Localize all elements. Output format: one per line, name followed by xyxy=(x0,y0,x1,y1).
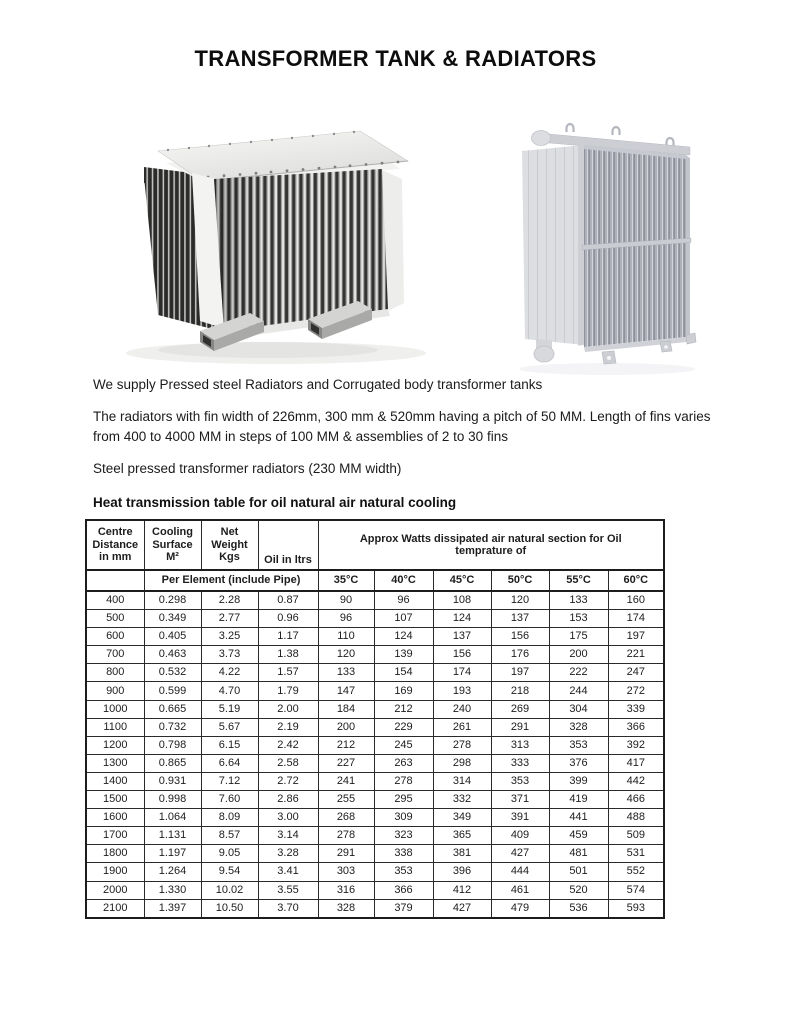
table-cell: 313 xyxy=(491,736,549,754)
table-body xyxy=(86,591,664,918)
table-cell: 1.79 xyxy=(258,682,318,700)
table-cell: 7.60 xyxy=(201,791,258,809)
table-cell: 427 xyxy=(433,899,491,918)
table-cell: 263 xyxy=(374,754,433,772)
table-row xyxy=(86,646,664,664)
table-cell: 3.41 xyxy=(258,863,318,881)
table-cell: 1.197 xyxy=(144,845,201,863)
table-cell: 5.19 xyxy=(201,700,258,718)
temp-col-60: 60°C xyxy=(608,570,664,591)
table-cell: 2.19 xyxy=(258,718,318,736)
table-cell: 1900 xyxy=(86,863,144,881)
temp-col-40: 40°C xyxy=(374,570,433,591)
table-cell: 461 xyxy=(491,881,549,899)
table-cell: 9.54 xyxy=(201,863,258,881)
table-cell: 176 xyxy=(491,646,549,664)
table-cell: 3.14 xyxy=(258,827,318,845)
table-cell: 2.72 xyxy=(258,772,318,790)
table-row xyxy=(86,628,664,646)
table-cell: 269 xyxy=(491,700,549,718)
table-cell: 1300 xyxy=(86,754,144,772)
table-cell: 278 xyxy=(374,772,433,790)
table-cell: 500 xyxy=(86,610,144,628)
table-cell: 700 xyxy=(86,646,144,664)
table-cell: 333 xyxy=(491,754,549,772)
table-cell: 7.12 xyxy=(201,772,258,790)
table-cell: 227 xyxy=(318,754,374,772)
table-cell: 1700 xyxy=(86,827,144,845)
table-cell: 593 xyxy=(608,899,664,918)
paragraph-supply: We supply Pressed steel Radiators and Corrugated body transformer tanks xyxy=(93,377,543,392)
table-row xyxy=(86,591,664,610)
table-cell: 1.17 xyxy=(258,628,318,646)
table-cell: 278 xyxy=(433,736,491,754)
table-cell: 147 xyxy=(318,682,374,700)
table-cell: 1.38 xyxy=(258,646,318,664)
table-cell: 2000 xyxy=(86,881,144,899)
table-cell: 1400 xyxy=(86,772,144,790)
table-cell: 197 xyxy=(608,628,664,646)
table-subheader-row xyxy=(86,570,664,591)
table-cell: 417 xyxy=(608,754,664,772)
table-cell: 174 xyxy=(608,610,664,628)
table-cell: 96 xyxy=(318,610,374,628)
table-cell: 466 xyxy=(608,791,664,809)
body-text xyxy=(93,375,713,511)
table-cell: 108 xyxy=(433,591,491,610)
table-cell: 0.931 xyxy=(144,772,201,790)
table-cell: 0.732 xyxy=(144,718,201,736)
table-cell: 10.02 xyxy=(201,881,258,899)
table-cell: 441 xyxy=(549,809,608,827)
table-cell: 10.50 xyxy=(201,899,258,918)
radiator-image xyxy=(492,111,707,383)
table-cell: 0.865 xyxy=(144,754,201,772)
table-cell: 133 xyxy=(318,664,374,682)
table-cell: 442 xyxy=(608,772,664,790)
table-cell: 419 xyxy=(549,791,608,809)
table-cell: 137 xyxy=(491,610,549,628)
table-row xyxy=(86,881,664,899)
table-cell: 8.09 xyxy=(201,809,258,827)
table-cell: 291 xyxy=(318,845,374,863)
table-row xyxy=(86,664,664,682)
table-cell: 366 xyxy=(608,718,664,736)
table-cell: 120 xyxy=(318,646,374,664)
table-row xyxy=(86,754,664,772)
table-cell: 412 xyxy=(433,881,491,899)
table-cell: 295 xyxy=(374,791,433,809)
temp-col-35: 35°C xyxy=(318,570,374,591)
table-cell: 0.998 xyxy=(144,791,201,809)
table-cell: 8.57 xyxy=(201,827,258,845)
table-cell: 399 xyxy=(549,772,608,790)
table-cell: 328 xyxy=(318,899,374,918)
table-cell: 900 xyxy=(86,682,144,700)
table-cell: 2.00 xyxy=(258,700,318,718)
table-cell: 1500 xyxy=(86,791,144,809)
table-cell: 96 xyxy=(374,591,433,610)
table-cell: 3.00 xyxy=(258,809,318,827)
table-cell: 3.73 xyxy=(201,646,258,664)
table-cell: 291 xyxy=(491,718,549,736)
table-cell: 218 xyxy=(491,682,549,700)
table-cell: 531 xyxy=(608,845,664,863)
table-cell: 120 xyxy=(491,591,549,610)
table-cell: 110 xyxy=(318,628,374,646)
table-heading: Heat transmission table for oil natural air natural cooling xyxy=(93,495,457,510)
col-watts-dissipated: Approx Watts dissipated air natural section for Oil temprature of xyxy=(318,520,664,570)
table-cell: 245 xyxy=(374,736,433,754)
table-cell: 272 xyxy=(608,682,664,700)
table-cell: 154 xyxy=(374,664,433,682)
table-cell: 328 xyxy=(549,718,608,736)
table-cell: 229 xyxy=(374,718,433,736)
table-row xyxy=(86,827,664,845)
table-cell: 1600 xyxy=(86,809,144,827)
table-cell: 240 xyxy=(433,700,491,718)
table-row xyxy=(86,610,664,628)
table-cell: 133 xyxy=(549,591,608,610)
paragraph-radiator-width: Steel pressed transformer radiators (230 MM width) xyxy=(93,461,402,476)
table-cell: 353 xyxy=(374,863,433,881)
table-cell: 6.64 xyxy=(201,754,258,772)
table-cell: 3.55 xyxy=(258,881,318,899)
table-row xyxy=(86,772,664,790)
table-cell: 314 xyxy=(433,772,491,790)
table-cell: 323 xyxy=(374,827,433,845)
table-cell: 156 xyxy=(433,646,491,664)
table-cell: 1.264 xyxy=(144,863,201,881)
table-cell: 349 xyxy=(433,809,491,827)
table-row xyxy=(86,791,664,809)
table-cell: 175 xyxy=(549,628,608,646)
table-cell: 174 xyxy=(433,664,491,682)
table-cell: 169 xyxy=(374,682,433,700)
table-cell: 488 xyxy=(608,809,664,827)
table-cell: 298 xyxy=(433,754,491,772)
table-cell: 309 xyxy=(374,809,433,827)
table-cell: 427 xyxy=(491,845,549,863)
table-cell: 444 xyxy=(491,863,549,881)
table-cell: 536 xyxy=(549,899,608,918)
table-cell: 3.25 xyxy=(201,628,258,646)
table-cell: 244 xyxy=(549,682,608,700)
table-cell: 4.22 xyxy=(201,664,258,682)
table-cell: 0.87 xyxy=(258,591,318,610)
table-cell: 0.96 xyxy=(258,610,318,628)
table-row xyxy=(86,863,664,881)
table-cell: 6.15 xyxy=(201,736,258,754)
table-cell: 2.77 xyxy=(201,610,258,628)
table-cell: 365 xyxy=(433,827,491,845)
table-cell: 379 xyxy=(374,899,433,918)
table-cell: 0.298 xyxy=(144,591,201,610)
table-cell: 353 xyxy=(491,772,549,790)
table-cell: 212 xyxy=(374,700,433,718)
empty-cell xyxy=(86,570,144,591)
table-cell: 1.57 xyxy=(258,664,318,682)
table-cell: 268 xyxy=(318,809,374,827)
table-cell: 800 xyxy=(86,664,144,682)
table-cell: 376 xyxy=(549,754,608,772)
table-header-row xyxy=(86,520,664,570)
table-cell: 396 xyxy=(433,863,491,881)
table-cell: 193 xyxy=(433,682,491,700)
table-cell: 255 xyxy=(318,791,374,809)
table-cell: 212 xyxy=(318,736,374,754)
table-cell: 1800 xyxy=(86,845,144,863)
table-cell: 0.798 xyxy=(144,736,201,754)
table-cell: 261 xyxy=(433,718,491,736)
table-cell: 200 xyxy=(318,718,374,736)
table-row xyxy=(86,809,664,827)
table-cell: 2.42 xyxy=(258,736,318,754)
table-cell: 2.28 xyxy=(201,591,258,610)
product-images-row xyxy=(0,117,791,375)
table-cell: 3.70 xyxy=(258,899,318,918)
table-cell: 316 xyxy=(318,881,374,899)
table-cell: 9.05 xyxy=(201,845,258,863)
table-cell: 1.397 xyxy=(144,899,201,918)
table-cell: 1.064 xyxy=(144,809,201,827)
transformer-tank-image xyxy=(108,117,428,369)
table-cell: 1100 xyxy=(86,718,144,736)
heat-table-wrap xyxy=(85,519,791,919)
table-cell: 222 xyxy=(549,664,608,682)
table-cell: 400 xyxy=(86,591,144,610)
table-row xyxy=(86,899,664,918)
per-element-cell: Per Element (include Pipe) xyxy=(144,570,318,591)
table-cell: 1.131 xyxy=(144,827,201,845)
table-cell: 339 xyxy=(608,700,664,718)
table-cell: 459 xyxy=(549,827,608,845)
table-cell: 90 xyxy=(318,591,374,610)
table-cell: 156 xyxy=(491,628,549,646)
table-cell: 247 xyxy=(608,664,664,682)
table-cell: 0.405 xyxy=(144,628,201,646)
table-cell: 332 xyxy=(433,791,491,809)
page-title: TRANSFORMER TANK & RADIATORS xyxy=(194,46,597,71)
table-cell: 392 xyxy=(608,736,664,754)
table-row xyxy=(86,682,664,700)
table-cell: 5.67 xyxy=(201,718,258,736)
table-cell: 371 xyxy=(491,791,549,809)
table-row xyxy=(86,845,664,863)
table-cell: 1200 xyxy=(86,736,144,754)
table-cell: 391 xyxy=(491,809,549,827)
table-cell: 501 xyxy=(549,863,608,881)
table-cell: 221 xyxy=(608,646,664,664)
table-cell: 2100 xyxy=(86,899,144,918)
table-cell: 107 xyxy=(374,610,433,628)
table-cell: 0.599 xyxy=(144,682,201,700)
table-cell: 479 xyxy=(491,899,549,918)
table-cell: 2.58 xyxy=(258,754,318,772)
col-oil-in-ltrs: Oil in ltrs xyxy=(258,520,318,570)
table-cell: 338 xyxy=(374,845,433,863)
table-cell: 184 xyxy=(318,700,374,718)
table-cell: 0.463 xyxy=(144,646,201,664)
table-cell: 481 xyxy=(549,845,608,863)
table-cell: 1000 xyxy=(86,700,144,718)
table-cell: 124 xyxy=(374,628,433,646)
table-cell: 241 xyxy=(318,772,374,790)
table-cell: 200 xyxy=(549,646,608,664)
table-cell: 137 xyxy=(433,628,491,646)
temp-col-50: 50°C xyxy=(491,570,549,591)
table-cell: 409 xyxy=(491,827,549,845)
table-cell: 304 xyxy=(549,700,608,718)
table-cell: 0.349 xyxy=(144,610,201,628)
table-cell: 353 xyxy=(549,736,608,754)
col-net-weight: Net Weight Kgs xyxy=(201,520,258,570)
heat-transmission-table xyxy=(85,519,665,919)
paragraph-fin-specs: The radiators with fin width of 226mm, 300 mm & 520mm having a pitch of 50 MM. Length of fins varies from 400 to 4000 MM in steps of 100 MM & assemblies of 2 to 30 fins xyxy=(93,409,711,444)
table-cell: 160 xyxy=(608,591,664,610)
col-cooling-surface: Cooling Surface M² xyxy=(144,520,201,570)
table-row xyxy=(86,718,664,736)
table-cell: 124 xyxy=(433,610,491,628)
table-cell: 574 xyxy=(608,881,664,899)
table-cell: 3.28 xyxy=(258,845,318,863)
table-cell: 197 xyxy=(491,664,549,682)
table-cell: 552 xyxy=(608,863,664,881)
table-cell: 303 xyxy=(318,863,374,881)
table-cell: 153 xyxy=(549,610,608,628)
table-cell: 600 xyxy=(86,628,144,646)
table-cell: 2.86 xyxy=(258,791,318,809)
table-cell: 4.70 xyxy=(201,682,258,700)
table-cell: 0.532 xyxy=(144,664,201,682)
table-cell: 278 xyxy=(318,827,374,845)
table-cell: 139 xyxy=(374,646,433,664)
temp-col-45: 45°C xyxy=(433,570,491,591)
table-row xyxy=(86,736,664,754)
table-cell: 1.330 xyxy=(144,881,201,899)
table-cell: 381 xyxy=(433,845,491,863)
table-row xyxy=(86,700,664,718)
table-cell: 366 xyxy=(374,881,433,899)
table-cell: 509 xyxy=(608,827,664,845)
temp-col-55: 55°C xyxy=(549,570,608,591)
table-cell: 520 xyxy=(549,881,608,899)
col-centre-distance: Centre Distance in mm xyxy=(86,520,144,570)
table-cell: 0.665 xyxy=(144,700,201,718)
